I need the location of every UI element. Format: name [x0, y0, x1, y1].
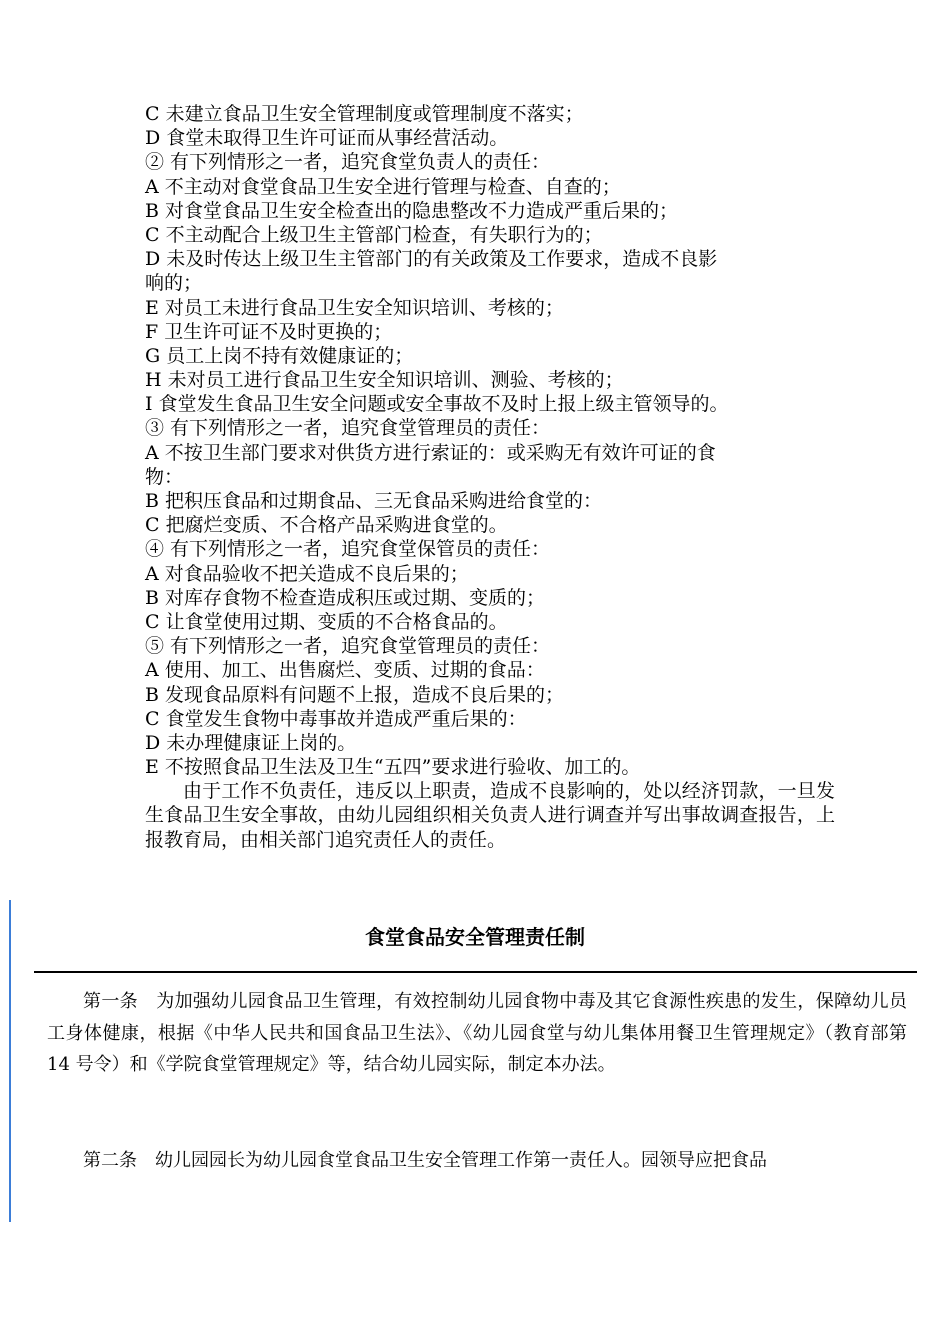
list-line: D 未及时传达上级卫生主管部门的有关政策及工作要求，造成不良影: [145, 248, 718, 271]
list-line: A 对食品验收不把关造成不良后果的；: [145, 562, 469, 585]
list-line: E 对员工未进行食品卫生安全知识培训、考核的；: [145, 296, 564, 319]
list-line: I 食堂发生食品卫生安全问题或安全事故不及时上报上级主管领导的。: [145, 393, 729, 416]
closing-paragraph: 由于工作不负责任，违反以上职责，造成不良影响的，处以经济罚款，一旦发生食品卫生安全事故，由幼儿园组织相关负责人进行调查并写出事故调查报告，上报教育局，由相关部门追究责任人的责任。: [145, 780, 835, 851]
list-line: ③ 有下列情形之一者，追究食堂管理员的责任：: [145, 417, 551, 440]
list-line: F 卫生许可证不及时更换的；: [145, 320, 393, 343]
list-line: B 对食堂食品卫生安全检查出的隐患整改不力造成严重后果的；: [145, 199, 679, 222]
section-title: 食堂食品安全管理责任制: [365, 925, 585, 949]
list-line: B 把积压食品和过期食品、三无食品采购进给食堂的：: [145, 490, 603, 512]
list-line: B 对库存食物不检查造成积压或过期、变质的；: [145, 586, 546, 609]
list-line: C 未建立食品卫生安全管理制度或管理制度不落实；: [145, 103, 584, 125]
list-line: ④ 有下列情形之一者，追究食堂保管员的责任：: [145, 538, 551, 561]
article-2: 第二条 幼儿园园长为幼儿园食堂食品卫生安全管理工作第一责任人。园领导应把食品: [83, 1150, 767, 1171]
list-line: D 食堂未取得卫生许可证而从事经营活动。: [145, 127, 509, 150]
list-line: E 不按照食品卫生法及卫生“五四”要求进行验收、加工的。: [145, 756, 641, 779]
list-line: C 食堂发生食物中毒事故并造成严重后果的：: [145, 707, 527, 730]
list-line: C 不主动配合上级卫生主管部门检查，有失职行为的；: [145, 223, 603, 246]
list-line: C 把腐烂变质、不合格产品采购进食堂的。: [145, 514, 508, 537]
list-line: ② 有下列情形之一者，追究食堂负责人的责任：: [145, 151, 551, 174]
list-line: A 不按卫生部门要求对供货方进行索证的：或采购无有效许可证的食: [145, 441, 716, 464]
list-line: 物：: [145, 465, 184, 488]
title-underline: [34, 971, 917, 973]
list-line: G 员工上岗不持有效健康证的；: [145, 344, 414, 367]
list-line: B 发现食品原料有问题不上报，造成不良后果的；: [145, 683, 565, 706]
list-line: C 让食堂使用过期、变质的不合格食品的。: [145, 610, 508, 633]
list-line: A 使用、加工、出售腐烂、变质、过期的食品：: [145, 659, 545, 682]
list-line: 响的；: [145, 272, 203, 295]
list-line: A 不主动对食堂食品卫生安全进行管理与检查、自查的；: [145, 175, 621, 198]
list-line: D 未办理健康证上岗的。: [145, 731, 357, 754]
upper-list: [145, 102, 835, 852]
article-1: 第一条 为加强幼儿园食品卫生管理，有效控制幼儿园食物中毒及其它食源性疾患的发生，保障幼儿员工身体健康，根据《中华人民共和国食品卫生法》、《幼儿园食堂与幼儿集体用餐卫生管理规定》（教育部第 14 号令）和《学院食堂管理规定》等，结合幼儿园实际，制定本办法。: [47, 991, 907, 1075]
list-line: ⑤ 有下列情形之一者，追究食堂管理员的责任：: [145, 635, 551, 658]
list-line: H 未对员工进行食品卫生安全知识培训、测验、考核的；: [145, 369, 624, 392]
